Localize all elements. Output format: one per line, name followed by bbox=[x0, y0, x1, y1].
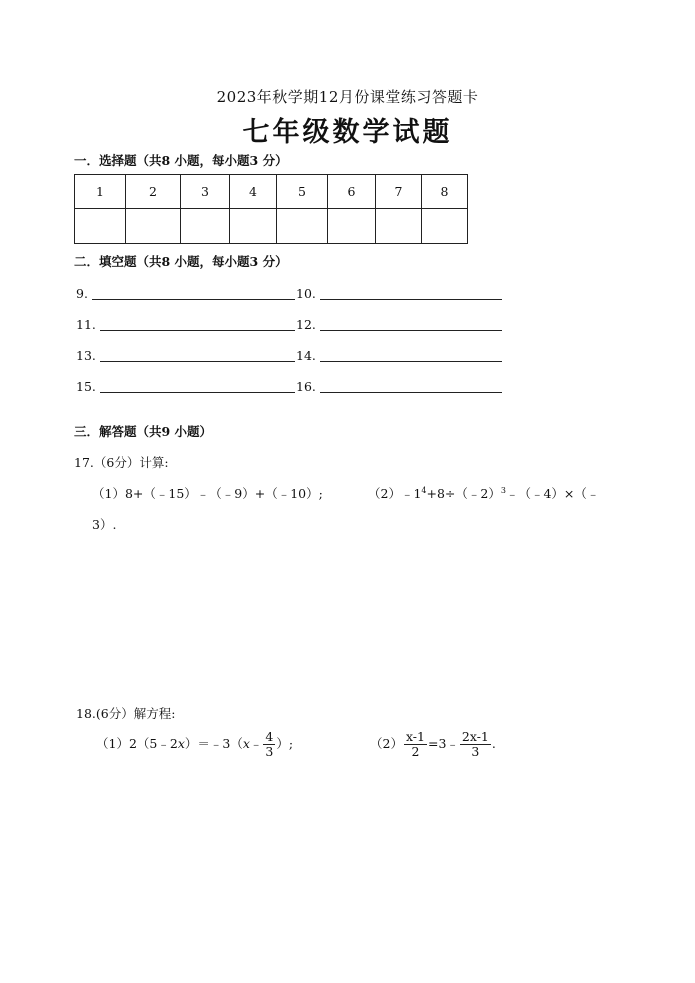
question-17-label: 17.（6分）计算: bbox=[74, 455, 169, 470]
question-17-part-1: （1）8+（﹣15）﹣（﹣9）+（﹣10）; bbox=[92, 486, 323, 501]
section-3-heading: 三．解答题（共9 小题） bbox=[74, 424, 213, 439]
blank-label: 14. bbox=[296, 348, 316, 363]
answer-cell[interactable] bbox=[126, 209, 181, 244]
question-number-cell: 1 bbox=[75, 175, 126, 209]
question-number-cell: 2 bbox=[126, 175, 181, 209]
blank-label: 12. bbox=[296, 317, 316, 332]
blank-label: 11. bbox=[76, 317, 96, 332]
answer-blank-line[interactable] bbox=[320, 299, 502, 300]
answer-cell[interactable] bbox=[328, 209, 376, 244]
answer-card-subtitle: 2023年秋学期12月份课堂练习答题卡 bbox=[216, 88, 479, 106]
answer-cell[interactable] bbox=[422, 209, 468, 244]
question-number-cell: 6 bbox=[328, 175, 376, 209]
blank-label: 10. bbox=[296, 286, 316, 301]
question-number-cell: 4 bbox=[230, 175, 277, 209]
answer-blank-line[interactable] bbox=[100, 361, 295, 362]
blank-label: 15. bbox=[76, 379, 96, 394]
answer-blank-line[interactable] bbox=[320, 392, 502, 393]
answer-cell[interactable] bbox=[376, 209, 422, 244]
question-17-part-2: $(2)﹣1^4+8\div(﹣2)^3﹣(﹣4)\times(﹣$ bbox=[368, 485, 600, 501]
exam-title: 七年级数学试题 bbox=[242, 117, 453, 148]
answer-blank-line[interactable] bbox=[320, 330, 502, 331]
blank-label: 13. bbox=[76, 348, 96, 363]
question-number-cell: 8 bbox=[422, 175, 468, 209]
fraction: $\frac{4}{3}$ bbox=[265, 729, 274, 759]
blank-label: 16. bbox=[296, 379, 316, 394]
fraction: $\frac{2x-1}{3}$ bbox=[461, 729, 489, 759]
answer-blank-line[interactable] bbox=[100, 392, 295, 393]
choice-answer-table bbox=[74, 174, 468, 244]
answer-blank-line[interactable] bbox=[320, 361, 502, 362]
question-17-part-2-continued: 3）. bbox=[92, 517, 117, 532]
question-number-cell: 5 bbox=[277, 175, 328, 209]
answer-cell[interactable] bbox=[277, 209, 328, 244]
question-number-cell: 3 bbox=[181, 175, 230, 209]
answer-blank-line[interactable] bbox=[100, 330, 295, 331]
question-18-label: 18.(6分）解方程: bbox=[76, 706, 176, 721]
section-1-heading: 一．选择题（共8 小题，每小题3 分） bbox=[74, 153, 288, 168]
section-2-heading: 二．填空题（共8 小题，每小题3 分） bbox=[74, 254, 288, 269]
question-18-part-2: （2） $\frac{x-1}{2}$ =3﹣ $\frac{2x-1}{3}$ . bbox=[370, 729, 496, 759]
answer-cell[interactable] bbox=[230, 209, 277, 244]
answer-cell[interactable] bbox=[75, 209, 126, 244]
question-18-part-1: （1）2（5﹣2x）＝﹣3（x﹣ $\frac{4}{3}$ ）; bbox=[96, 729, 294, 759]
answer-blank-line[interactable] bbox=[92, 299, 295, 300]
blank-label: 9. bbox=[76, 286, 88, 301]
question-number-cell: 7 bbox=[376, 175, 422, 209]
answer-cell[interactable] bbox=[181, 209, 230, 244]
fraction: $\frac{x-1}{2}$ bbox=[405, 729, 425, 759]
